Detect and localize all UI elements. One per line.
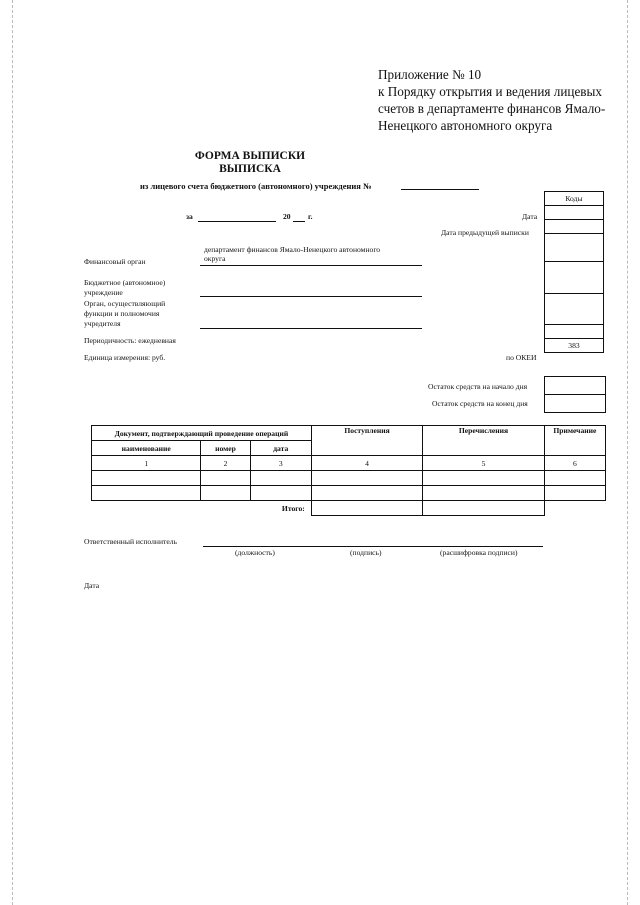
date-col-header: дата: [250, 441, 311, 456]
table-row: [92, 471, 606, 486]
col-num-2: 2: [201, 456, 250, 471]
fin-organ-value: департамент финансов Ямало-Ненецкого автономного округа: [204, 245, 381, 263]
number-col-header: номер: [201, 441, 250, 456]
total-row: [92, 501, 606, 516]
year-suffix: г.: [308, 212, 313, 221]
founder-label: Орган, осуществляющий функции и полномочия учредителя: [84, 299, 166, 328]
balance-start-box: [544, 376, 606, 395]
page-edge-left: [12, 0, 14, 905]
account-number-line: [401, 189, 479, 190]
total-receipts: [311, 501, 422, 516]
code-okei: 383: [545, 339, 604, 353]
appendix-line-1: Приложение № 10: [378, 67, 482, 82]
date-label: Дата: [522, 212, 538, 221]
table-row: [92, 486, 606, 501]
col-num-6: 6: [544, 456, 605, 471]
col-num-4: 4: [311, 456, 422, 471]
unit-label: Единица измерения: руб.: [84, 353, 166, 362]
codes-table: [544, 191, 604, 353]
decode-caption: (расшифровка подписи): [440, 548, 518, 557]
institution-label: Бюджетное (автономное) учреждение: [84, 278, 166, 297]
appendix-line-4: Ненецкого автономного округа: [378, 118, 553, 133]
codes-header: Коды: [545, 192, 604, 206]
code-fin-organ: [545, 234, 604, 262]
total-label: Итого:: [281, 503, 305, 513]
note-header: Примечание: [544, 426, 605, 456]
code-periodicity: [545, 325, 604, 339]
institution-line: [200, 296, 422, 297]
statement-subtitle: из лицевого счета бюджетного (автономного) учреждения №: [140, 181, 372, 191]
col-num-1: 1: [92, 456, 201, 471]
receipts-header: Поступления: [311, 426, 422, 456]
prev-date-label: Дата предыдущей выписки: [441, 228, 529, 237]
transfers-header: Перечисления: [423, 426, 544, 456]
doc-header: Документ, подтверждающий проведение операций: [92, 426, 312, 441]
total-transfers: [423, 501, 544, 516]
operations-table: [91, 425, 606, 516]
appendix-line-2: к Порядку открытия и ведения лицевых: [378, 84, 602, 99]
col-num-5: 5: [423, 456, 544, 471]
year-prefix: 20: [283, 212, 291, 221]
name-col-header: наименование: [92, 441, 201, 456]
balance-end-label: Остаток средств на конец дня: [432, 399, 528, 408]
footer-date-label: Дата: [84, 581, 100, 590]
founder-line: [200, 328, 422, 329]
date-line: [198, 221, 276, 222]
code-founder: [545, 294, 604, 325]
code-date: [545, 206, 604, 220]
signature-label: Ответственный исполнитель: [84, 537, 177, 546]
periodicity: Периодичность: ежедневная: [84, 336, 176, 345]
date-prefix: за: [186, 212, 193, 221]
code-prev-date: [545, 220, 604, 234]
sign-caption: (подпись): [350, 548, 382, 557]
fin-organ-label: Финансовый орган: [84, 257, 146, 266]
signature-line: [203, 546, 543, 547]
okei-label: по ОКЕИ: [506, 353, 537, 362]
form-title: ФОРМА ВЫПИСКИ: [194, 150, 306, 162]
code-institution: [545, 262, 604, 294]
position-caption: (должность): [235, 548, 275, 557]
appendix-line-3: счетов в департаменте финансов Ямало-: [378, 101, 606, 116]
col-num-3: 3: [250, 456, 311, 471]
appendix-heading: [378, 66, 613, 134]
balance-start-label: Остаток средств на начало дня: [428, 382, 528, 391]
statement-title: ВЫПИСКА: [219, 163, 281, 175]
balance-end-box: [544, 394, 606, 413]
fin-organ-line: [200, 265, 422, 266]
year-line: [293, 221, 305, 222]
page-edge-right: [627, 0, 629, 905]
